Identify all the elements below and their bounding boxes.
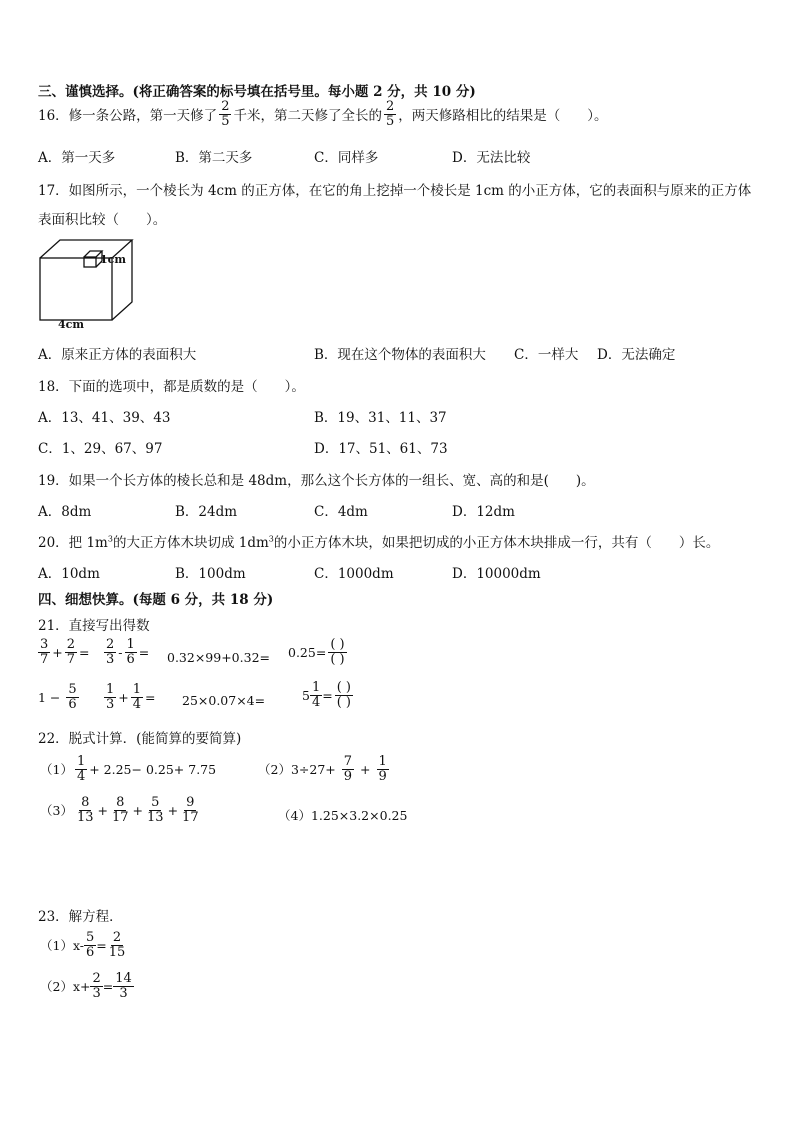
q20-option-c: C．1000dm <box>314 566 394 582</box>
cube-figure <box>36 238 136 332</box>
q19-stem: 19．如果一个长方体的棱长总和是 48dm，那么这个长方体的一组长、宽、高的和是( )。 <box>38 473 595 489</box>
section-3-heading: 三、谨慎选择。(将正确答案的标号填在括号里。每小题 2 分，共 10 分) <box>38 84 476 100</box>
q16-fraction-1: $\frac{2}{5}$ <box>221 99 230 129</box>
q18-option-a: A．13、41、39、43 <box>38 410 171 426</box>
q21-item-4: 0.25= $\frac{( )}{( )}$ <box>288 637 345 667</box>
q20-option-a: A．10dm <box>38 566 100 582</box>
q19-option-a: A．8dm <box>38 504 92 520</box>
q21-item-2: $\frac{2}{3}$ - $\frac{1}{6}$ = <box>106 637 150 667</box>
q22-part-3: （3） $\frac{8}{13}$ + $\frac{8}{17}$ + $\frac{5}{13}$ + $\frac{9}{17}$ <box>40 795 199 825</box>
q21-item-6: $\frac{1}{3}$ + $\frac{1}{4}$ = <box>106 682 156 712</box>
q21-item-7: 25×0.07×4= <box>182 693 266 708</box>
q17-option-d: D．无法确定 <box>597 347 676 363</box>
q20-stem: 20．把 $1m^3$的大正方体木块切成 $1dm^3$的小正方体木块，如果把切成的小正方体木块排成一行，共有（ ）长。 <box>38 534 720 551</box>
q16-prefix: 16．修一条公路，第一天修了 <box>38 108 218 125</box>
q16-option-b: B．第二天多 <box>175 150 253 166</box>
q22-stem: 22．脱式计算．(能简算的要简算) <box>38 731 242 747</box>
q21-item-1: $\frac{3}{7}$ + $\frac{2}{7}$ = <box>40 637 90 667</box>
q16-suffix: ，两天修路相比的结果是（ ）。 <box>398 108 608 125</box>
q17-stem-line-1: 17．如图所示，一个棱长为 4cm 的正方体，在它的角上挖掉一个棱长是 1cm 的小正方体，它的表面积与原来的正方体 <box>38 183 752 199</box>
q18-option-c: C．1、29、67、97 <box>38 441 163 457</box>
q21-item-8: 5 $\frac{1}{4}$ = $\frac{( )}{( )}$ <box>302 680 351 710</box>
q18-stem: 18．下面的选项中，都是质数的是（ ）。 <box>38 379 305 395</box>
q21-item-5: 1 − $\frac{5}{6}$ <box>38 682 77 712</box>
q20-option-d: D．10000dm <box>452 566 541 582</box>
q16-mid: 千米，第二天修了全长的 <box>233 108 382 125</box>
q21-item-3: 0.32×99+0.32= <box>167 650 270 665</box>
q20-option-b: B．100dm <box>175 566 246 582</box>
q18-option-b: B．19、31、11、37 <box>314 410 447 426</box>
q19-option-d: D．12dm <box>452 504 515 520</box>
q16-option-c: C．同样多 <box>314 150 379 166</box>
q17-option-b: B．现在这个物体的表面积大 <box>314 347 486 363</box>
section-4-heading: 四、细想快算。(每题 6 分，共 18 分) <box>38 592 274 608</box>
q18-option-d: D．17、51、61、73 <box>314 441 448 457</box>
q17-stem-line-2: 表面积比较（ ）。 <box>38 212 167 228</box>
cube-label-1cm: 1cm <box>100 253 126 266</box>
q22-part-4: （4）1.25×3.2×0.25 <box>278 808 408 823</box>
q16-option-a: A．第一天多 <box>38 150 116 166</box>
q23-equation-2: （2）x+ $\frac{2}{3}$ = $\frac{14}{3}$ <box>40 971 132 1001</box>
q19-option-b: B．24dm <box>175 504 238 520</box>
q17-option-c: C．一样大 <box>514 347 579 363</box>
q22-part-2: （2）3÷27+ $\frac{7}{9}$ + $\frac{1}{9}$ <box>258 754 387 784</box>
q17-option-a: A．原来正方体的表面积大 <box>38 347 197 363</box>
q23-equation-1: （1）x- $\frac{5}{6}$ = $\frac{2}{15}$ <box>40 930 126 960</box>
q23-stem: 23．解方程． <box>38 909 123 925</box>
q21-stem: 21．直接写出得数 <box>38 618 150 634</box>
q16-fraction-2: $\frac{2}{5}$ <box>385 99 395 129</box>
q19-option-c: C．4dm <box>314 504 368 520</box>
cube-label-4cm: 4cm <box>58 318 84 331</box>
q22-part-1: （1） $\frac{1}{4}$ + 2.25− 0.25+ 7.75 <box>40 754 217 784</box>
question-16 <box>38 100 608 128</box>
q16-option-d: D．无法比较 <box>452 150 531 166</box>
